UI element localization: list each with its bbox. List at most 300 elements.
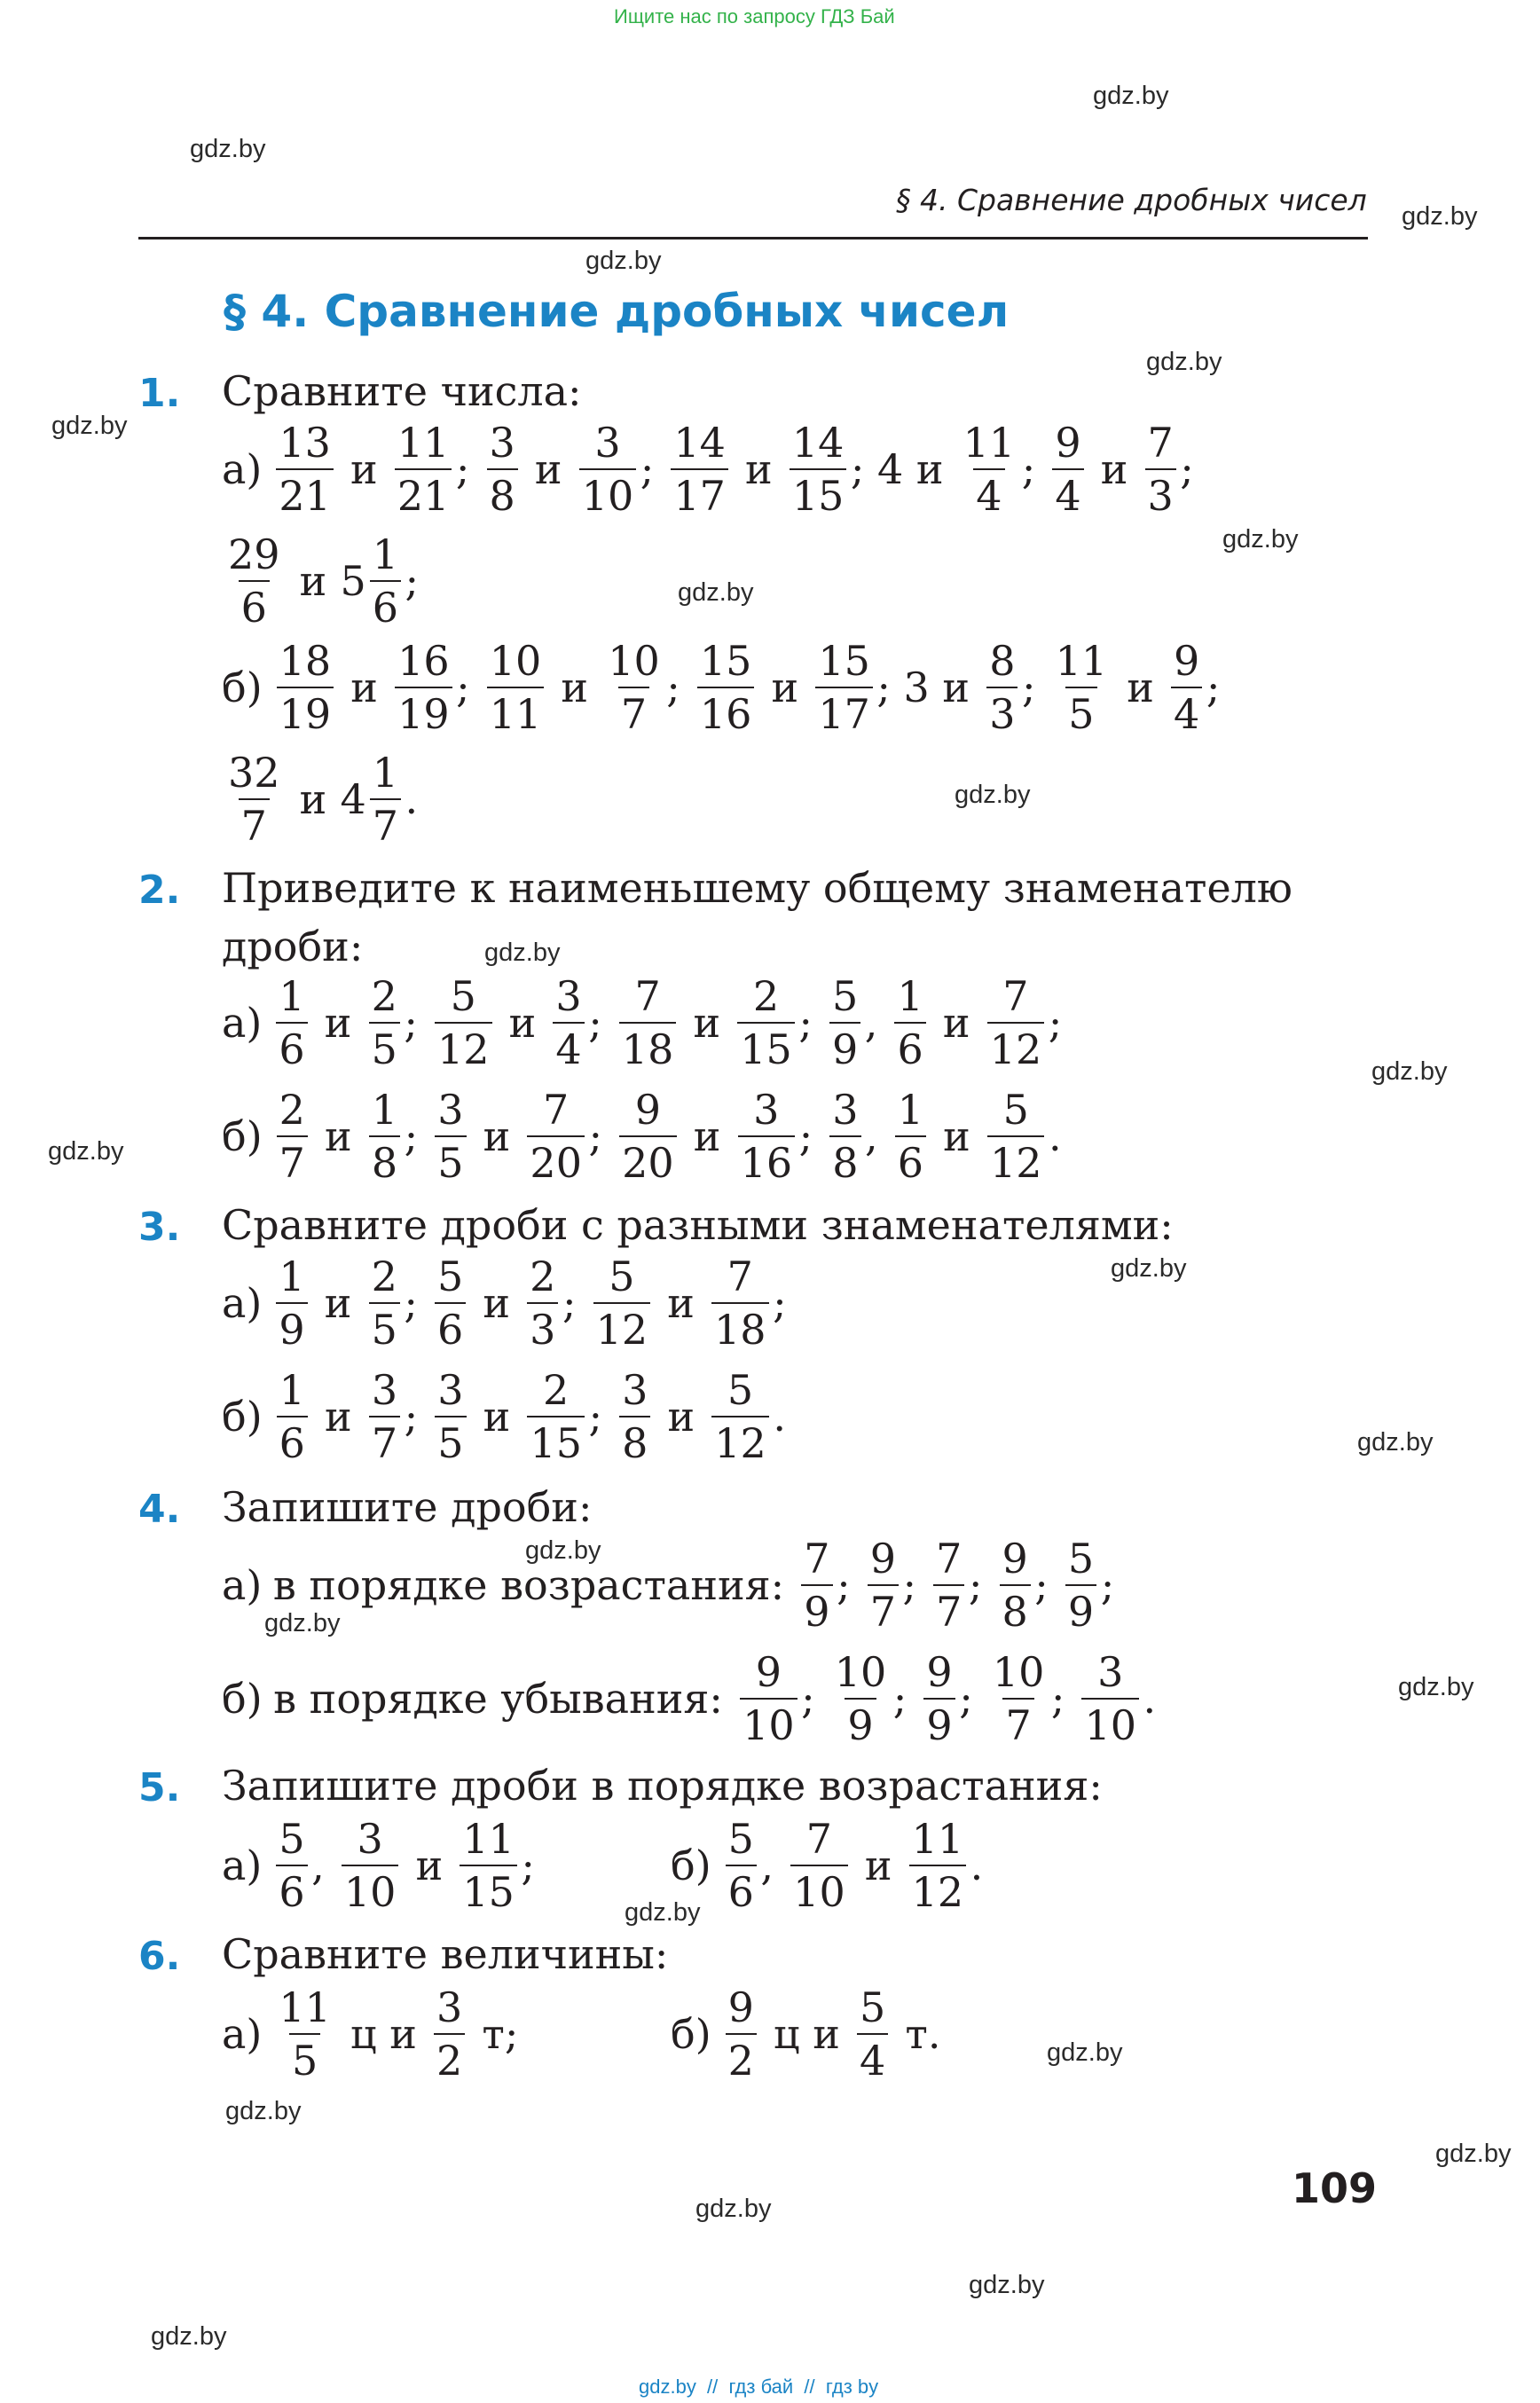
task-5-text: Запишите дроби в порядке возрастания: [222,1762,1103,1810]
item-label: а) [222,1842,263,1889]
fraction [671,419,728,520]
numerator: 3 [437,1086,464,1134]
numerator: 1 [372,530,399,578]
fraction [553,972,584,1073]
fraction [605,637,663,738]
fraction [857,1983,888,2085]
text-segment: и [1088,445,1142,493]
watermark: gdz.by [955,781,1031,809]
denominator: 6 [276,1022,307,1070]
denominator: 10 [790,1865,848,1912]
watermark: gdz.by [1047,2038,1123,2067]
numerator: 1 [279,1253,305,1300]
numerator: 10 [992,1648,1045,1696]
text-segment: ; [798,1112,826,1160]
fraction [1052,419,1083,520]
denominator: 4 [1052,468,1083,516]
numerator: 3 [437,1366,464,1414]
fraction [894,972,925,1073]
denominator: 8 [487,468,518,516]
text-segment: т; [468,2010,519,2058]
task-3-number: 3. [138,1205,181,1250]
fraction [225,749,283,850]
text-segment: т. [892,2010,941,2058]
denominator: 12 [909,1865,967,1912]
numerator: 1 [897,972,923,1020]
watermark: gdz.by [525,1536,601,1565]
fraction [277,1366,308,1467]
numerator: 7 [634,972,661,1020]
text-segment: и [469,1279,523,1327]
numerator: 11 [1055,637,1108,685]
text-segment: . [773,1393,786,1441]
text-segment: . [405,775,419,823]
denominator: 4 [857,2033,888,2081]
watermark: gdz.by [1402,202,1478,231]
fraction [225,530,283,632]
denominator: 2 [726,2033,757,2081]
denominator: 15 [460,1865,517,1912]
numerator: 14 [791,419,845,467]
denominator: 10 [579,468,637,516]
fraction [987,1086,1045,1187]
denominator: 20 [527,1135,585,1183]
text-segment: и [654,1279,708,1327]
denominator: 5 [369,1022,400,1070]
numerator: 5 [1002,1086,1029,1134]
text-segment: ; [902,1561,930,1609]
fraction [277,1086,308,1187]
text-segment: и [496,999,549,1047]
watermark: gdz.by [678,578,754,607]
fraction [832,1648,890,1749]
text-segment: ; [404,999,431,1047]
text-segment: в порядке убывания: [273,1675,736,1723]
numerator: 5 [450,972,476,1020]
text-segment: ; [404,1112,431,1160]
watermark: gdz.by [1111,1254,1187,1283]
numerator: 11 [279,1983,331,2031]
task-5-number: 5. [138,1765,181,1810]
text-segment: ; [1100,1561,1115,1609]
denominator: 5 [289,2033,320,2081]
text-segment: ; [773,1279,787,1327]
item-label: а) [222,1561,263,1609]
text-segment: ; [1206,664,1221,711]
text-segment: , [311,1842,338,1889]
fraction [619,1086,677,1187]
text-segment: . [970,1842,984,1889]
numerator: 3 [622,1366,648,1414]
denominator: 7 [1002,1698,1033,1746]
watermark: gdz.by [1435,2140,1512,2168]
text-segment: , [760,1842,787,1889]
text-segment: и [1113,664,1167,711]
text-segment: и [852,1842,906,1889]
denominator: 6 [370,580,401,628]
text-segment: ; [1180,445,1194,493]
numerator: 11 [397,419,450,467]
numerator: 15 [818,637,870,685]
fraction [434,1983,465,2085]
denominator: 17 [815,687,873,734]
text-segment: ; [404,1279,431,1327]
denominator: 6 [726,1865,757,1912]
numerator: 9 [727,1983,754,2031]
fraction [435,1253,466,1354]
fraction [395,419,452,520]
numerator: 7 [804,1535,830,1582]
denominator: 6 [276,1865,307,1912]
numerator: 9 [869,1535,896,1582]
numerator: 3 [489,419,515,467]
denominator: 7 [618,687,649,734]
denominator: 16 [697,687,755,734]
fraction [370,530,401,632]
numerator: 2 [279,1086,305,1134]
fraction [276,972,307,1073]
text-segment: ; [1048,999,1063,1047]
fraction [711,1253,769,1354]
item-label: б) [671,1842,711,1889]
denominator: 21 [276,468,334,516]
fraction [740,1648,798,1749]
watermark: gdz.by [151,2322,227,2351]
denominator: 9 [801,1584,832,1632]
numerator: 11 [911,1815,964,1863]
text-segment: и [470,1393,523,1441]
watermark: gdz.by [625,1898,701,1927]
fraction [909,1815,967,1916]
fraction [369,1366,400,1467]
text-segment: и [470,1112,523,1160]
denominator: 12 [987,1022,1045,1070]
denominator: 18 [711,1302,769,1350]
numerator: 9 [926,1648,953,1696]
denominator: 3 [986,687,1018,734]
denominator: 7 [868,1584,899,1632]
task-4-line-b [222,1648,1157,1749]
numerator: 2 [371,972,397,1020]
watermark: gdz.by [190,135,266,163]
fraction [923,1648,955,1749]
text-segment: ; [521,1842,535,1889]
fraction [990,1648,1048,1749]
item-label: а) [222,1279,263,1327]
text-segment: ; [588,1393,616,1441]
fraction [829,972,860,1073]
denominator: 9 [845,1698,876,1746]
text-segment: ; [456,664,483,711]
denominator: 9 [829,1022,860,1070]
denominator: 12 [593,1302,651,1350]
numerator: 11 [462,1815,515,1863]
fraction [369,972,400,1073]
task-4-text: Запишите дроби: [222,1483,593,1531]
text-segment: ; 4 и [850,445,957,493]
mixed-number [340,749,405,850]
watermark: gdz.by [1371,1057,1448,1086]
numerator: 10 [489,637,542,685]
denominator: 6 [239,580,270,628]
fraction [276,1815,307,1916]
text-segment: ; [588,1112,616,1160]
fraction [1000,1535,1031,1636]
section-title: § 4. Сравнение дробных чисел [224,286,1010,337]
numerator: 29 [228,530,280,578]
text-segment: и [311,1279,365,1327]
text-segment: ; [666,664,694,711]
denominator: 3 [527,1302,558,1350]
numerator: 9 [1174,637,1200,685]
fraction [1145,419,1176,520]
text-segment: ; [405,557,420,605]
text-segment: и [930,999,984,1047]
fraction [829,1086,860,1187]
denominator: 15 [527,1416,585,1464]
fraction [726,1815,757,1916]
task-6-line-b [671,1983,941,2085]
item-label: а) [222,999,263,1047]
text-segment: ц и [337,2010,430,2058]
numerator: 7 [1147,419,1174,467]
fraction [619,1366,650,1467]
fraction [987,972,1045,1073]
text-segment: ; [968,1561,995,1609]
numerator: 3 [357,1815,383,1863]
fraction [868,1535,899,1636]
denominator: 7 [370,798,401,846]
denominator: 7 [277,1135,308,1183]
numerator: 5 [1067,1535,1095,1582]
denominator: 15 [790,468,847,516]
denominator: 4 [553,1022,584,1070]
numerator: 8 [989,637,1016,685]
text-segment: и [680,1112,735,1160]
fraction [1065,1535,1096,1636]
numerator: 2 [371,1253,397,1300]
text-segment: ; [1050,1675,1078,1723]
fraction [370,749,401,850]
denominator: 9 [923,1698,955,1746]
fraction [527,1366,585,1467]
denominator: 6 [895,1135,926,1183]
item-label: б) [222,1393,263,1441]
numerator: 2 [530,1253,556,1300]
fraction [276,1253,307,1354]
denominator: 21 [395,468,452,516]
text-segment: и [930,1112,984,1160]
numerator: 13 [279,419,331,467]
task-2-line-b [222,1086,1062,1187]
numerator: 3 [832,1086,859,1134]
task-1-text: Сравните числа: [222,367,582,415]
denominator: 12 [987,1135,1045,1183]
denominator: 2 [434,2033,465,2081]
fraction [435,1366,466,1467]
fraction [369,1086,400,1187]
item-label: б) [222,1112,263,1160]
numerator: 18 [279,637,332,685]
fraction [1081,1648,1139,1749]
denominator: 9 [276,1302,307,1350]
text-segment: , [864,999,891,1047]
task-6-text: Сравните величины: [222,1930,669,1978]
denominator: 12 [435,1022,492,1070]
item-label: б) [222,664,263,711]
numerator: 15 [699,637,752,685]
fraction [801,1535,832,1636]
denominator: 19 [277,687,334,734]
text-segment: и [311,999,365,1047]
fraction [1053,637,1111,738]
fraction [579,419,637,520]
denominator: 7 [933,1584,964,1632]
numerator: 5 [727,1815,754,1863]
numerator: 2 [543,1366,570,1414]
item-label: б) [671,2010,711,2058]
watermark: gdz.by [48,1137,124,1166]
denominator: 19 [395,687,452,734]
mixed-number [340,530,405,632]
numerator: 1 [371,1086,398,1134]
fraction [487,419,518,520]
fraction [435,972,492,1073]
text-segment: ; [892,1675,920,1723]
text-segment: и [287,557,340,605]
fraction [527,1253,558,1354]
watermark: gdz.by [51,412,128,440]
denominator: 5 [435,1416,466,1464]
fraction [369,1253,400,1354]
fraction [277,637,334,738]
text-segment: ; [837,1561,864,1609]
denominator: 18 [619,1022,677,1070]
denominator: 3 [1145,468,1176,516]
numerator: 5 [831,972,859,1020]
numerator: 9 [755,1648,782,1696]
task-1-line-a [222,419,1194,520]
text-segment: . [1143,1675,1157,1723]
denominator: 20 [619,1135,677,1183]
denominator: 10 [740,1698,798,1746]
fraction [435,1086,466,1187]
text-segment: и [522,445,576,493]
text-segment: и [287,775,340,823]
watermark: gdz.by [1357,1428,1434,1457]
numerator: 1 [897,1086,924,1134]
task-5-line-b [671,1815,984,1916]
denominator: 6 [435,1302,466,1350]
task-4-line-a [222,1535,1115,1636]
numerator: 7 [1002,972,1029,1020]
text-segment: ; 3 и [876,664,983,711]
fraction [1171,637,1202,738]
fraction [697,637,755,738]
numerator: 7 [805,1815,833,1863]
fraction [619,972,677,1073]
watermark: gdz.by [484,938,561,967]
numerator: 5 [436,1253,464,1300]
text-segment: ; [1021,445,1049,493]
text-segment: и [337,445,391,493]
fraction [986,637,1018,738]
denominator: 10 [342,1865,399,1912]
numerator: 7 [543,1086,570,1134]
numerator: 11 [962,419,1016,467]
fraction [933,1535,964,1636]
top-banner: Ищите нас по запросу ГДЗ Бай [614,5,895,27]
text-segment: и [402,1842,456,1889]
text-segment: ; [1034,1561,1062,1609]
task-1-number: 1. [138,371,181,416]
task-1-line-a2 [222,530,420,632]
fraction [790,1815,848,1916]
fraction [961,419,1018,520]
denominator: 8 [829,1135,860,1183]
watermark: gdz.by [225,2097,302,2125]
denominator: 8 [1000,1584,1031,1632]
watermark: gdz.by [1146,348,1222,376]
fraction [737,972,795,1073]
fraction [790,419,847,520]
watermark: gdz.by [1093,82,1169,110]
fraction [395,637,452,738]
numerator: 9 [634,1086,661,1134]
text-segment: ; [404,1393,431,1441]
watermark: gdz.by [585,247,662,275]
running-head: § 4. Сравнение дробных чисел [896,183,1367,217]
denominator: 11 [487,687,545,734]
denominator: 5 [1065,687,1096,734]
denominator: 6 [894,1022,925,1070]
denominator: 5 [435,1135,466,1183]
mixed-whole: 4 [340,775,366,823]
text-segment: ц и [760,2010,853,2058]
task-3-line-a [222,1253,787,1354]
text-segment: ; [959,1675,986,1723]
numerator: 3 [555,972,582,1020]
fraction [711,1366,769,1467]
fraction [527,1086,585,1187]
task-3-line-b [222,1366,786,1467]
watermark: gdz.by [969,2271,1045,2299]
fraction [815,637,873,738]
numerator: 3 [371,1366,398,1414]
numerator: 1 [279,1366,305,1414]
numerator: 5 [860,1983,886,2031]
fraction [726,1983,757,2085]
denominator: 6 [277,1416,308,1464]
denominator: 5 [369,1302,400,1350]
item-label: а) [222,445,263,493]
text-segment: и [732,445,786,493]
task-2-number: 2. [138,868,181,913]
numerator: 7 [936,1535,962,1582]
text-segment: ; [562,1279,590,1327]
task-5-line-a [222,1815,535,1916]
numerator: 10 [834,1648,887,1696]
fraction [895,1086,926,1187]
fraction [738,1086,796,1187]
denominator: 8 [619,1416,650,1464]
numerator: 9 [1002,1535,1028,1582]
text-segment: ; [640,445,667,493]
numerator: 1 [279,972,305,1020]
denominator: 17 [671,468,728,516]
text-segment: и [311,1393,365,1441]
text-segment: и [547,664,601,711]
